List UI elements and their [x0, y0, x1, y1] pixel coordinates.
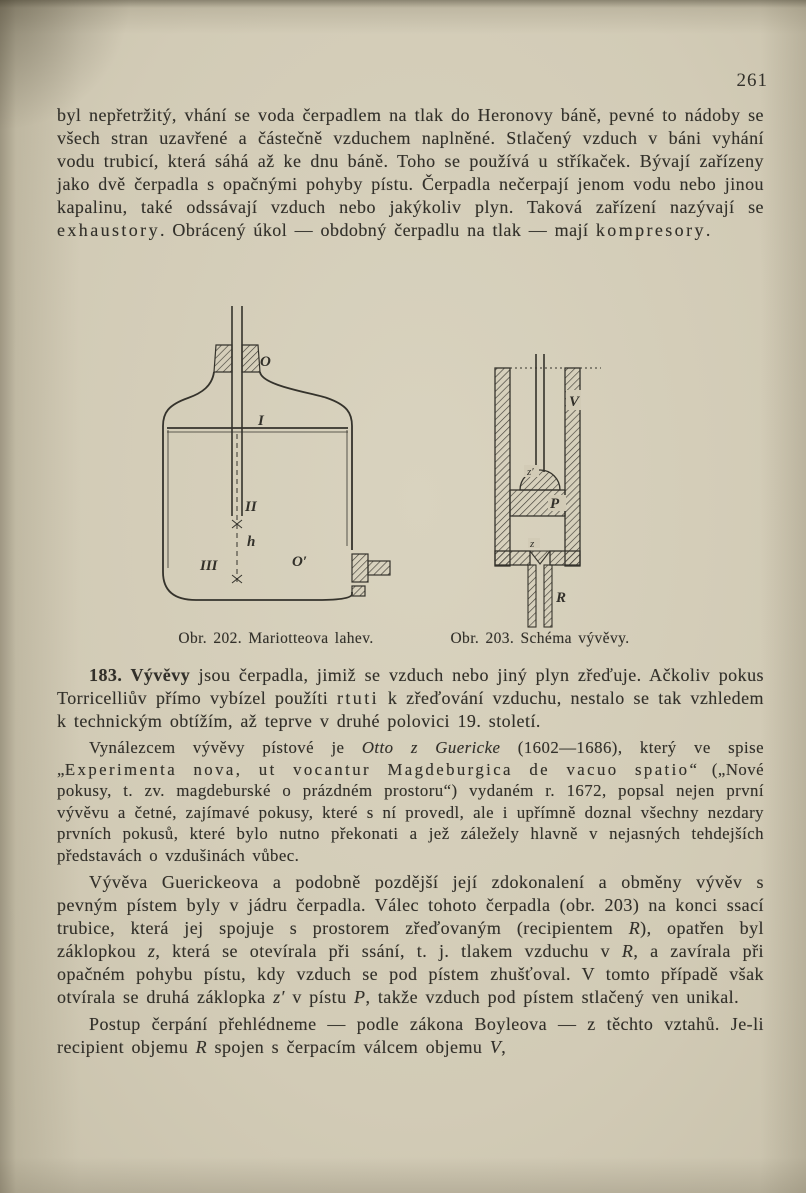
caption-figure-203: Obr. 203. Schéma vývěvy. [450, 630, 630, 647]
fig202-label-i: I [258, 413, 264, 429]
fig202-label-iii: III [200, 558, 218, 574]
paragraph-183-vyvevy: 183. Vývěvy jsou čerpadla, jimiž se vzduch nebo jiný plyn zřeďuje. Ačkoliv pokus Torricelliův přímo vybízel použíti rtuti k zřeďování vzduchu, nestalo se tak vzhledem k technickým obtížím, až teprve v druhé polovici 19. století. [57, 665, 764, 731]
bottle-tube [232, 306, 242, 516]
caption-figure-202: Obr. 202. Mariotteova lahev. [178, 630, 374, 647]
bottle-spout [352, 554, 390, 596]
fig203-label-v: V [569, 394, 580, 410]
suction-tube [528, 565, 552, 627]
main-text-block [57, 664, 764, 1063]
fig202-label-o-prime: O′ [292, 554, 308, 570]
fig203-label-r: R [556, 590, 567, 606]
bottom-valve [495, 551, 580, 565]
paragraph-guericke: Vynálezcem vývěvy pístové je Otto z Guericke (1602—1686), který ve spise „Experimenta nova, ut vocantur Magdeburgica de vacuo spatio“ („Nové pokusy, t. zv. magdeburské o prázdném prostoru“) vydaném r. 1672, popsal nejen první vývěvu a četné, zajímavé pokusy, které s ní provedl, ale i upřímně doznal všechny nezdary prvních pokusů, které bylo nutno překonati a jež záležely hlavně v nejasných tehdejších představách o vzdušinách vůbec. [57, 738, 764, 865]
paragraph-pumps: byl nepřetržitý, vhání se voda čerpadlem na tlak do Heronovy báně, pevné to nádoby se všech stran uzavřené a částečně vzduchem naplněné. Stlačený vzduch v báni vyhání vodu trubicí, která sáhá až ke dnu báně. Toho se používá u stříkaček. Bývají zařízeny jako dvě čerpadla s opačnými pohyby pístu. Čerpadla nečerpají jenom vodu nebo jinou kapalinu, také odssávají vzduch nebo jakýkoliv plyn. Taková zařízení nazývají se exhaustory. Obrácený úkol — obdobný čerpadlu na tlak — mají kompresory. [57, 105, 764, 240]
page-number: 261 [736, 70, 768, 91]
fig202-label-h: h [247, 534, 256, 550]
height-measure-line [232, 434, 242, 583]
piston-rod [536, 354, 544, 472]
fig203-label-p: P [550, 496, 560, 512]
fig202-label-ii: II [245, 499, 257, 515]
bottle-stopper [214, 345, 260, 372]
fig202-label-o: O [260, 354, 271, 370]
bottle-outline [163, 372, 352, 600]
figure-mariotte-bottle [148, 298, 398, 635]
cylinder-walls [495, 368, 601, 566]
mariotte-bottle-drawing [148, 298, 398, 630]
fig203-label-z: z [530, 538, 535, 550]
figure-pump-schematic [470, 296, 620, 641]
pump-schematic-drawing [470, 296, 620, 636]
paragraph-postup: Postup čerpání přehlédneme — podle zákona Boyleova — z těchto vztahů. Je-li recipient objemu R spojen s čerpacím válcem objemu V, [57, 1013, 764, 1057]
fig203-label-z-prime: z′ [527, 466, 534, 478]
intro-text-block [57, 104, 764, 246]
paragraph-vyveva-valec: Vývěva Guerickeova a podobně pozdější její zdokonalení a obměny vývěv s pevným pístem byly v jádru čerpadla. Válec tohoto čerpadla (obr. 203) na konci ssací trubice, která jej spojuje s prostorem zřeďovaným (recipientem R), opatřen byl záklopkou z, která se otevírala při ssání, t. j. tlakem vzduchu v R, a zavírala při opačném pohybu pístu, kdy vzduch se pod pístem zhušťoval. V tomto případě však otvírala se druhá záklopka z′ v pístu P, takže vzduch pod pístem stlačený ven unikal. [57, 871, 765, 1007]
